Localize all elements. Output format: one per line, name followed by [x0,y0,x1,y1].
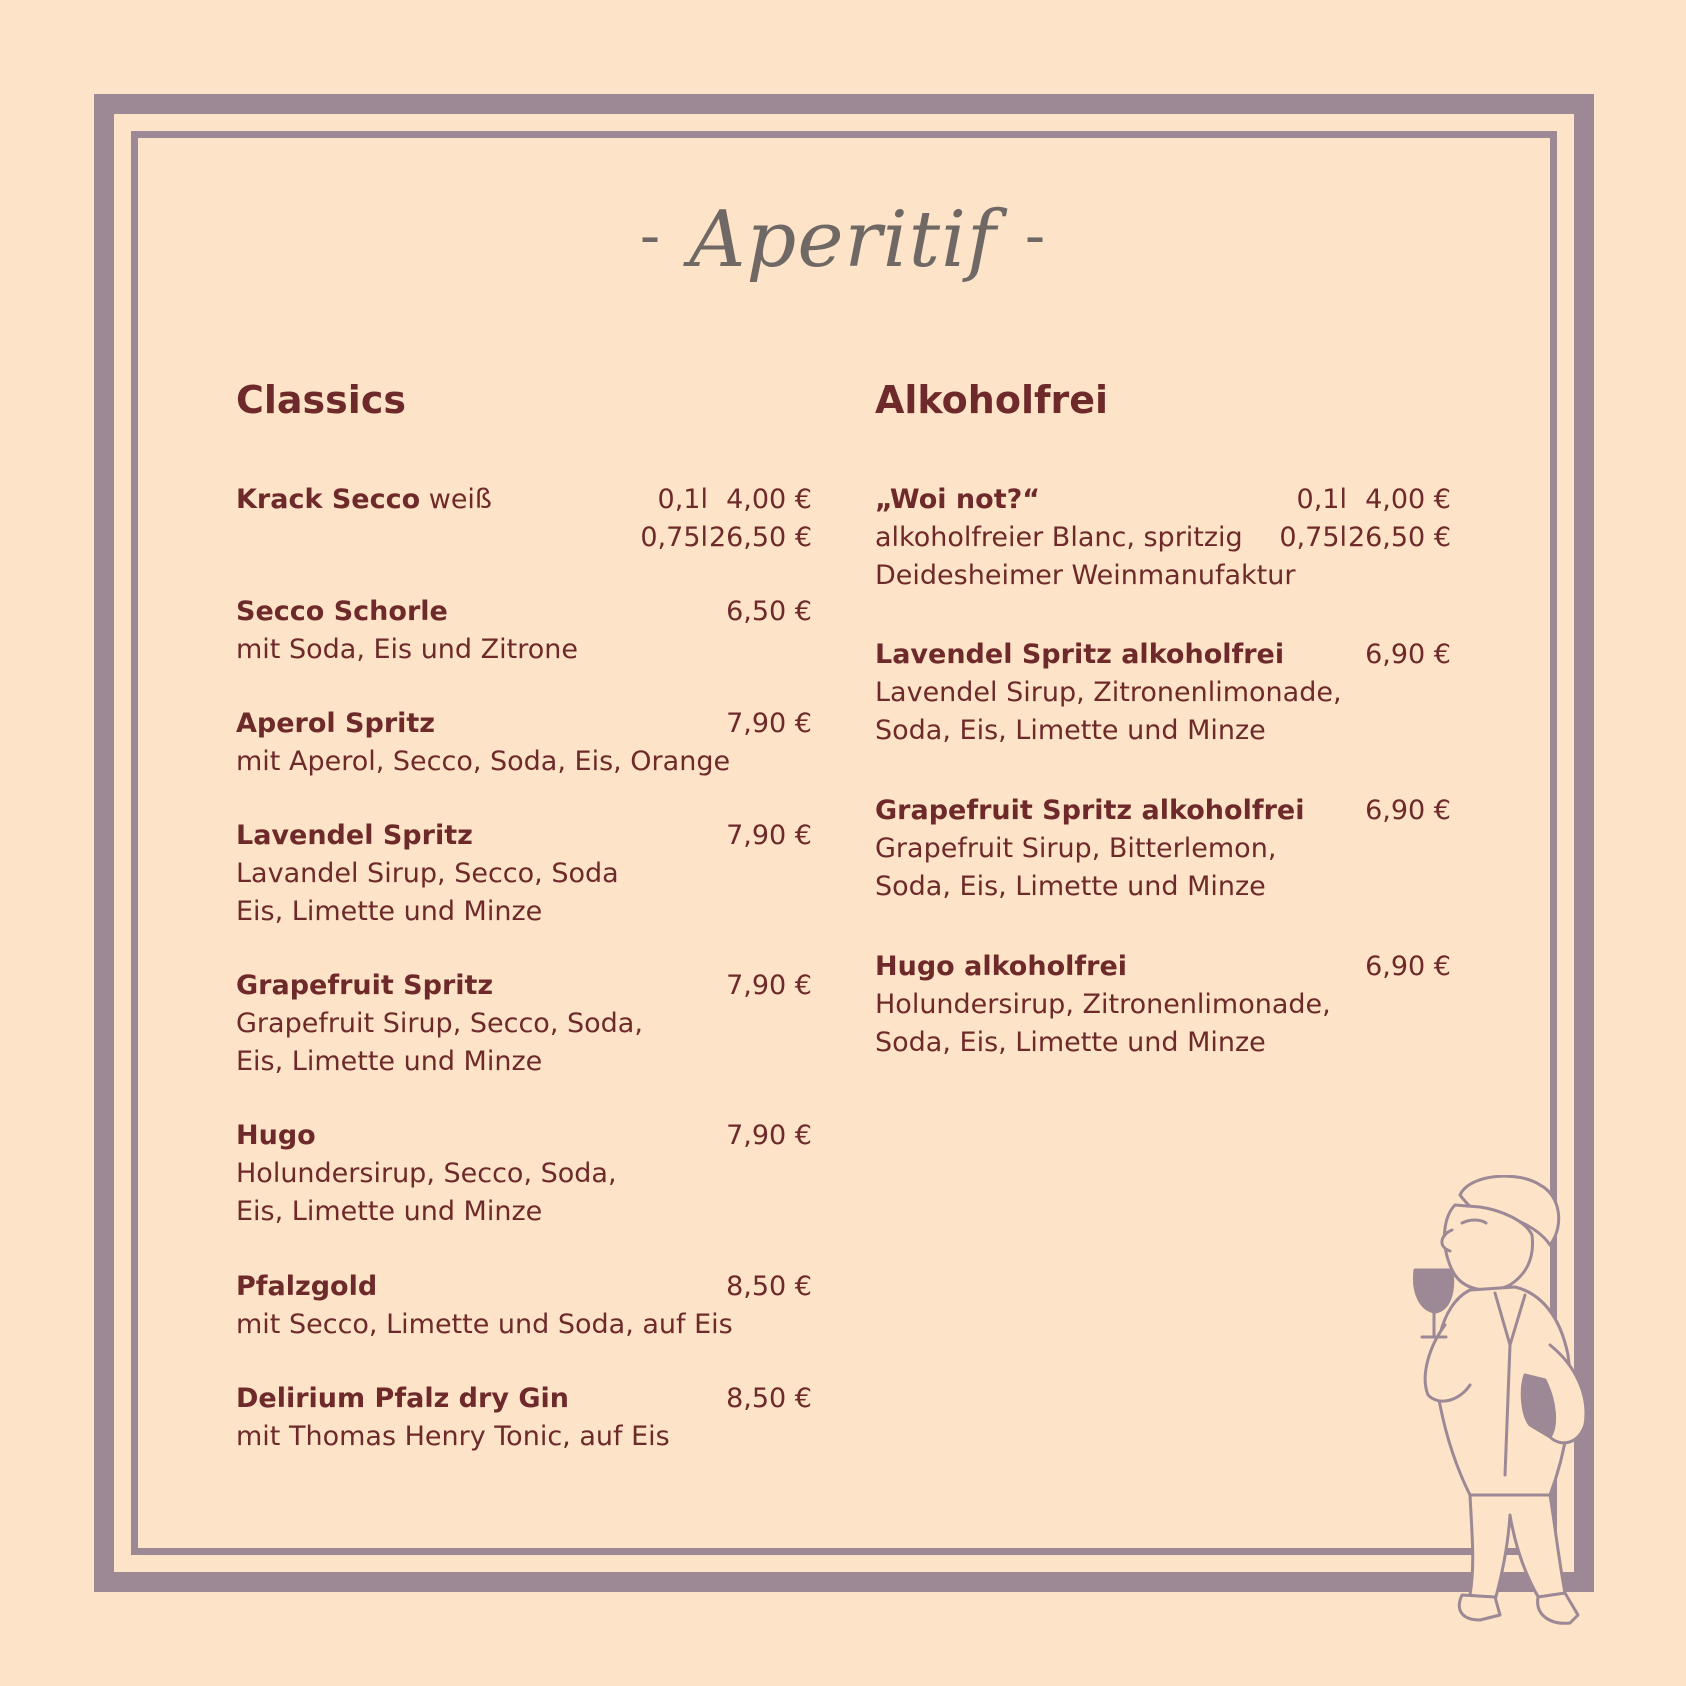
item-volume: 0,1l [657,484,708,515]
menu-item [236,1117,812,1231]
menu-item [236,1380,812,1456]
item-name: Lavendel Spritz alkoholfrei [875,639,1285,670]
item-description: Soda, Eis, Limette und Minze [875,715,1266,746]
item-price: 7,90 € [726,1120,812,1151]
item-name: Grapefruit Spritz alkoholfrei [875,795,1305,826]
item-description: alkoholfreier Blanc, spritzig [875,522,1243,553]
item-name: Lavendel Spritz [236,820,473,851]
menu-item [875,636,1451,750]
wine-taster-illustration [1400,1175,1640,1635]
section-title-classics: Classics [236,378,406,422]
item-price: 4,00 € [1365,484,1451,515]
item-name: Delirium Pfalz dry Gin [236,1383,569,1414]
item-volume: 0,75l [640,522,708,553]
menu-item [236,1268,812,1344]
item-name: Krack Secco [236,484,421,515]
item-price: 6,90 € [1365,951,1451,982]
item-price: 6,90 € [1365,639,1451,670]
item-name: „Woi not?“ [875,484,1041,515]
item-price: 6,90 € [1365,795,1451,826]
item-description: Soda, Eis, Limette und Minze [875,871,1266,902]
item-price: 4,00 € [726,484,812,515]
title-dash-left: - [639,201,662,271]
item-name: Aperol Spritz [236,708,436,739]
item-description: Grapefruit Sirup, Secco, Soda, [236,1008,643,1039]
item-description: mit Secco, Limette und Soda, auf Eis [236,1309,733,1340]
item-description: mit Soda, Eis und Zitrone [236,634,578,665]
title-dash-right: - [1024,201,1047,271]
page-title [0,195,1686,285]
item-description: Lavandel Sirup, Secco, Soda [236,858,619,889]
item-price: 8,50 € [726,1271,812,1302]
item-description: Eis, Limette und Minze [236,1196,543,1227]
section-title-alkoholfrei: Alkoholfrei [875,378,1109,422]
item-price: 8,50 € [726,1383,812,1414]
menu-item [236,967,812,1081]
item-description: Soda, Eis, Limette und Minze [875,1027,1266,1058]
item-price: 7,90 € [726,708,812,739]
item-name: Secco Schorle [236,596,448,627]
menu-item [236,593,812,669]
item-volume: 0,75l [1279,522,1347,553]
menu-item [875,948,1451,1062]
item-name: Grapefruit Spritz [236,970,494,1001]
menu-item [236,481,812,557]
item-description: Eis, Limette und Minze [236,896,543,927]
item-description: Holundersirup, Zitronenlimonade, [875,989,1331,1020]
item-name: Hugo [236,1120,316,1151]
item-price: 6,50 € [726,596,812,627]
item-description: Holundersirup, Secco, Soda, [236,1158,617,1189]
item-description: Lavendel Sirup, Zitronenlimonade, [875,677,1342,708]
item-price: 26,50 € [1347,522,1451,553]
item-price: 7,90 € [726,820,812,851]
item-name: Hugo alkoholfrei [875,951,1128,982]
menu-item [875,792,1451,906]
item-price: 7,90 € [726,970,812,1001]
item-volume: 0,1l [1296,484,1347,515]
item-description: Eis, Limette und Minze [236,1046,543,1077]
menu-item [875,481,1451,595]
menu-item [236,705,812,781]
menu-item [236,817,812,931]
item-description: Grapefruit Sirup, Bitterlemon, [875,833,1277,864]
title-text: Aperitif [689,195,997,285]
item-name: Pfalzgold [236,1271,378,1302]
item-description: mit Thomas Henry Tonic, auf Eis [236,1421,670,1452]
item-name-suffix: weiß [428,484,492,515]
item-price: 26,50 € [708,522,812,553]
item-description: Deidesheimer Weinmanufaktur [875,560,1296,591]
item-description: mit Aperol, Secco, Soda, Eis, Orange [236,746,731,777]
